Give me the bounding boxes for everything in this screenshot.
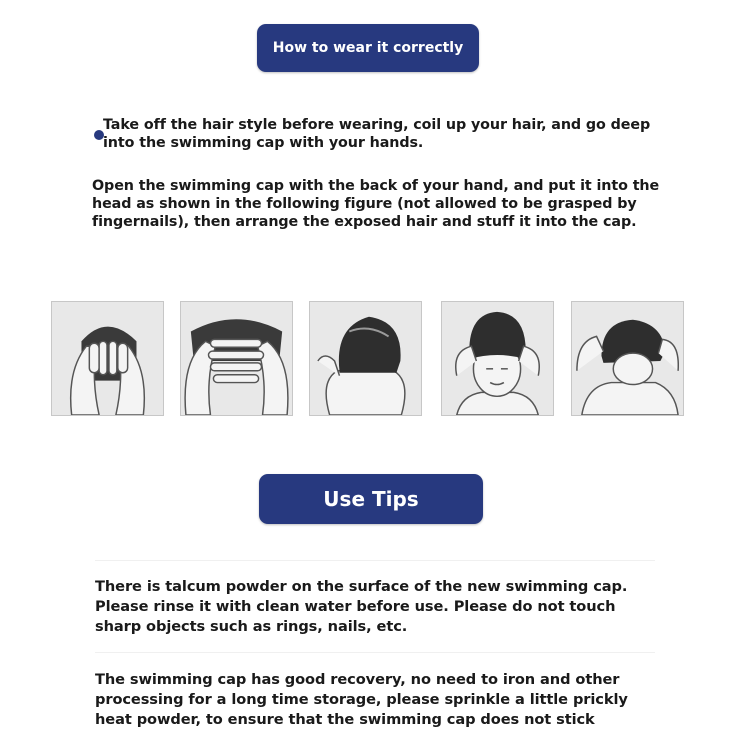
tip-paragraph-1: There is talcum powder on the surface of the new swimming cap. Please rinse it with clean water before use. Please do not touch sharp objects such as rings, nails, etc. (95, 578, 628, 635)
section-title-how-to-wear (257, 24, 479, 72)
instruction-paragraph-2: Open the swimming cap with the back of your hand, and put it into the head as shown in the following figure (not allowed to be grasped by fingernails), then arrange the exposed hair and stuff it into the cap. (92, 178, 660, 230)
step-image-3 (309, 301, 422, 416)
man-pulling-cap-down-icon (442, 302, 553, 415)
divider (95, 560, 655, 561)
section-title-how-to-wear-label: How to wear it correctly (272, 40, 464, 56)
step-image-2 (180, 301, 293, 416)
step-image-4 (441, 301, 554, 416)
divider (95, 652, 655, 653)
cap-on-head-back-icon (310, 302, 421, 415)
tip-paragraph-2: The swimming cap has good recovery, no need to iron and other processing for a long time storage, please sprinkle a little prickly heat powder, to ensure that the swimming cap does not stick (95, 671, 628, 728)
step-image-5 (571, 301, 684, 416)
section-title-use-tips-label: Use Tips (323, 487, 419, 511)
instruction-paragraph-1: Take off the hair style before wearing, coil up your hair, and go deep into the swimming cap with your hands. (103, 117, 651, 151)
step-image-1 (51, 301, 164, 416)
section-title-use-tips (259, 474, 483, 524)
hands-stretching-cap-icon (52, 302, 163, 415)
tucking-hair-side-icon (572, 302, 683, 415)
hands-opening-cap-icon (181, 302, 292, 415)
